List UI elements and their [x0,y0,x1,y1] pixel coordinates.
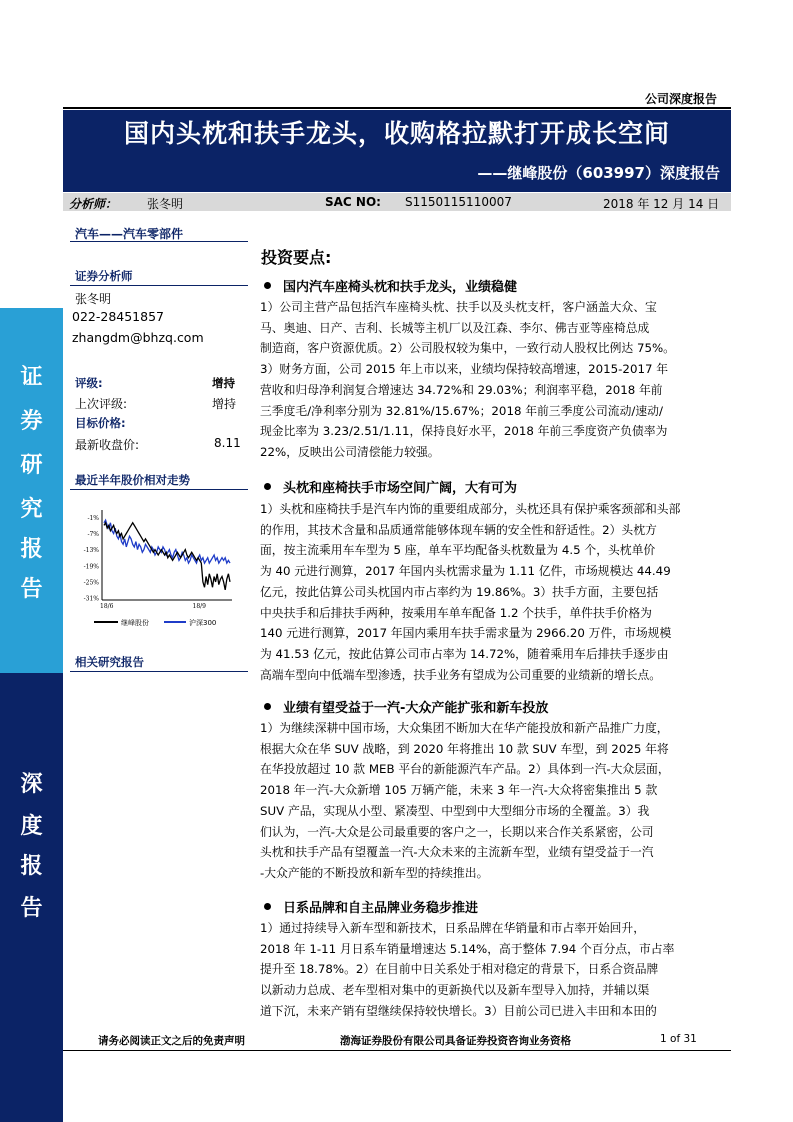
para-line: 1）为继续深耕中国市场，大众集团不断加大在华产能投放和新产品推广力度， [260,721,669,735]
y-tick-label: -13% [83,547,99,555]
sac-label: SAC NO: [325,195,381,209]
x-tick-label: 18/6 [100,603,114,610]
para-line: 2018 年一汽-大众新增 105 万辆产能，未来 3 年一汽-大众将密集推出 5 款 [260,783,658,798]
strip-char: 研 [20,453,43,478]
analyst-phone: 022-28451857 [72,309,164,324]
section-body-1 [260,297,727,463]
para-line: 2018 年 1-11 月日系车销量增速达 5.14%，高于整体 7.94 个百分点，市占率 [260,941,675,956]
report-title: 国内头枕和扶手龙头，收购格拉默打开成长空间 [123,119,670,148]
strip-char: 告 [20,896,43,921]
para-line: SUV 产品，实现从小型、紧凑型、中型到中大型细分市场的全覆盖。3）我 [260,803,650,818]
para-line: 在华投放超过 10 款 MEB 平台的新能源汽车产品。2）具体到一汽-大众层面， [260,762,670,777]
strip-char: 证 [20,365,43,390]
strip-char: 度 [20,814,43,839]
report-type: 公司深度报告 [645,92,718,106]
section-title-text: 国内汽车座椅头枕和扶手龙头，业绩稳健 [283,280,518,295]
para-line: 们认为，一汽-大众是公司最重要的客户之一，长期以来合作关系紧密，公司 [260,824,654,839]
y-tick-label: -7% [87,531,99,538]
report-date: 2018 年 12 月 14 日 [603,197,720,211]
y-tick-label: -31% [83,595,99,603]
y-tick-label: -25% [83,579,99,587]
section-title-1 [264,276,517,295]
sidebar-divider [70,489,248,490]
header-rule [63,107,731,109]
para-line: 为 40 元进行测算，2017 年国内头枕需求量为 1.11 亿件，市场规模达 44.49 [260,564,671,579]
related-reports-label: 相关研究报告 [75,655,144,669]
legend-label-index: 沪深300 [189,619,217,627]
para-line: 以新动力总成、老车型相对集中的更新换代以及新车型导入加持，并辅以渠 [260,983,650,998]
strip-char: 究 [20,497,43,522]
securities-analyst-label: 证券分析师 [75,269,133,283]
sac-number: S1150115110007 [405,195,512,209]
rating-value: 增持 [212,376,235,390]
section-title-2 [264,477,517,496]
last-close-value: 8.11 [214,436,241,450]
para-line: 140 元进行测算，2017 年国内乘用车扶手需求量为 2966.20 万件，市场规模 [260,626,672,641]
para-line: 为 41.53 亿元，按此估算公司市占率为 14.72%，随着乘用车后排扶手逐步由 [260,646,669,661]
left-strip-in-depth-report [0,673,63,1122]
rating-label: 评级: [75,376,103,390]
section-body-4 [260,918,727,1022]
analyst-label: 分析师： [69,197,118,211]
para-line: 提升至 18.78%。2）在目前中日关系处于相对稳定的背景下，日系合资品牌 [260,962,659,977]
sidebar-divider [70,241,248,242]
section-title-text: 日系品牌和自主品牌业务稳步推进 [283,901,479,916]
para-line: -大众产能的不断投放和新车型的持续推出。 [260,865,489,880]
footer-rule [63,1050,731,1051]
para-line: 高端车型向中低端车型渗透，扶手业务有望成为公司重要的业绩新的增长点。 [260,667,662,682]
para-line: 22%，反映出公司清偿能力较强。 [260,444,440,459]
para-line: 营收和归母净利润复合增速达 34.72%和 29.03%；利润率平稳，2018 年前 [260,382,663,397]
strip-char: 深 [20,772,43,797]
legend-label-stock: 继峰股份 [121,619,149,627]
strip-char: 报 [20,537,43,562]
section-title-text: 业绩有望受益于一汽-大众产能扩张和新车投放 [283,701,549,716]
bullet-icon [264,703,271,710]
para-line: 三季度毛/净利率分别为 32.81%/15.67%；2018 年前三季度公司流动/速动/ [260,403,663,418]
para-line: 头枕和扶手产品有望覆盖一汽-大众未来的主流新车型，业绩有望受益于一汽 [260,845,654,860]
investment-highlights-heading: 投资要点: [261,248,332,267]
x-tick-label: 18/9 [192,603,206,610]
strip-char: 报 [20,854,43,879]
report-subtitle: ——继峰股份（603997）深度报告 [477,164,720,182]
para-line: 制造商，客户资源优质。2）公司股权较为集中，一致行动人股权比例达 75%。 [260,341,675,356]
section-body-3 [260,718,727,884]
bullet-icon [264,903,271,910]
section-title-3 [264,697,548,716]
bullet-icon [264,282,271,289]
para-line: 的作用，其技术含量和品质通常能够体现车辆的安全性和舒适性。2）头枕方 [260,522,657,537]
para-line: 面，按主流乘用车车型为 5 座，单车平均配备头枕数量为 4.5 个，头枕单价 [260,543,656,558]
para-line: 道下沉，未来产销有望继续保持较快增长。3）目前公司已进入丰田和本田的 [260,1003,657,1018]
para-line: 3）财务方面，公司 2015 年上市以来，业绩均保持较高增速，2015-2017 年 [260,362,669,377]
industry-category: 汽车——汽车零部件 [75,227,184,241]
y-tick-label: -19% [83,563,99,571]
para-line: 1）通过持续导入新车型和新技术，日系品牌在华销量和市占率开始回升， [260,921,646,935]
para-line: 1）头枕和座椅扶手是汽车内饰的重要组成部分，头枕还具有保护乘客颈部和头部 [260,502,681,516]
strip-char: 告 [20,577,43,602]
strip-char: 券 [20,409,43,434]
last-rating-label: 上次评级: [75,397,128,411]
para-line: 马、奥迪、日产、吉利、长城等主机厂以及江森、李尔、佛吉亚等座椅总成 [260,320,650,335]
para-line: 1）公司主营产品包括汽车座椅头枕、扶手以及头枕支杆，客户涵盖大众、宝 [260,300,657,314]
para-line: 亿元，按此估算公司头枕国内市占率约为 19.86%。3）扶手方面，主要包括 [260,584,659,599]
relative-price-chart [72,502,240,630]
analyst-email[interactable]: zhangdm@bhzq.com [72,330,204,345]
page-number: 1 of 31 [660,1033,697,1045]
section-title-4 [264,897,478,916]
footer-qualification: 渤海证券股份有限公司具备证券投资咨询业务资格 [340,1035,571,1047]
bullet-icon [264,483,271,490]
section-body-2 [260,499,727,685]
sidebar-divider [70,285,248,286]
analyst-name: 张冬明 [147,197,184,211]
footer-disclaimer[interactable]: 请务必阅读正文之后的免责声明 [98,1035,245,1047]
y-tick-label: -1% [87,514,99,522]
sidebar-divider [70,671,248,672]
last-close-label: 最新收盘价: [75,438,140,452]
meta-bar [63,193,731,211]
para-line: 中央扶手和后排扶手两种，按乘用车单车配备 1.2 个扶手，单件扶手价格为 [260,605,652,620]
last-rating-value: 增持 [212,397,237,411]
sidebar-analyst-name: 张冬明 [75,292,112,306]
chart-section-label: 最近半年股价相对走势 [75,473,190,487]
section-title-text: 头枕和座椅扶手市场空间广阔，大有可为 [283,481,518,496]
target-price-label: 目标价格: [75,416,126,430]
para-line: 根据大众在华 SUV 战略，到 2020 年将推出 10 款 SUV 车型，到 2025 年将 [260,741,669,756]
para-line: 现金比率为 3.23/2.51/1.11，保持良好水平，2018 年前三季度资产负债率为 [260,424,668,439]
left-strip-research-report [0,308,63,673]
